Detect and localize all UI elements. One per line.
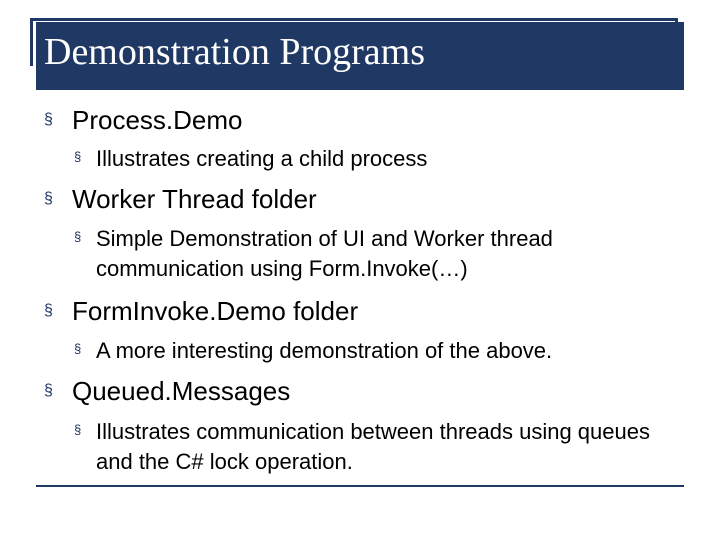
sub-bullet-icon: §: [74, 422, 82, 437]
sub-bullet-text: A more interesting demonstration of the above.: [96, 338, 553, 363]
bottom-rule: [36, 485, 684, 487]
bullet-label: FormInvoke.Demo folder: [72, 296, 359, 326]
sub-bullet-text: Simple Demonstration of UI and Worker thread communication using Form.Invoke(…): [96, 226, 553, 281]
sub-bullet-text: Illustrates creating a child process: [96, 146, 428, 171]
bullet-label: Process.Demo: [72, 105, 243, 135]
sub-bullet-icon: §: [74, 149, 82, 164]
bullet-icon: §: [44, 111, 53, 128]
bullet-label: Queued.Messages: [72, 376, 291, 406]
sub-bullet-icon: §: [74, 341, 82, 356]
slide-title: Demonstration Programs: [44, 31, 426, 73]
bullet-label: Worker Thread folder: [72, 184, 317, 214]
bullet-icon: §: [44, 382, 53, 399]
sub-bullet-text: Illustrates communication between threads using queues and the C# lock operation.: [96, 419, 650, 474]
bullet-icon: §: [44, 190, 53, 207]
sub-bullet-icon: §: [74, 229, 82, 244]
bullet-icon: §: [44, 302, 53, 319]
